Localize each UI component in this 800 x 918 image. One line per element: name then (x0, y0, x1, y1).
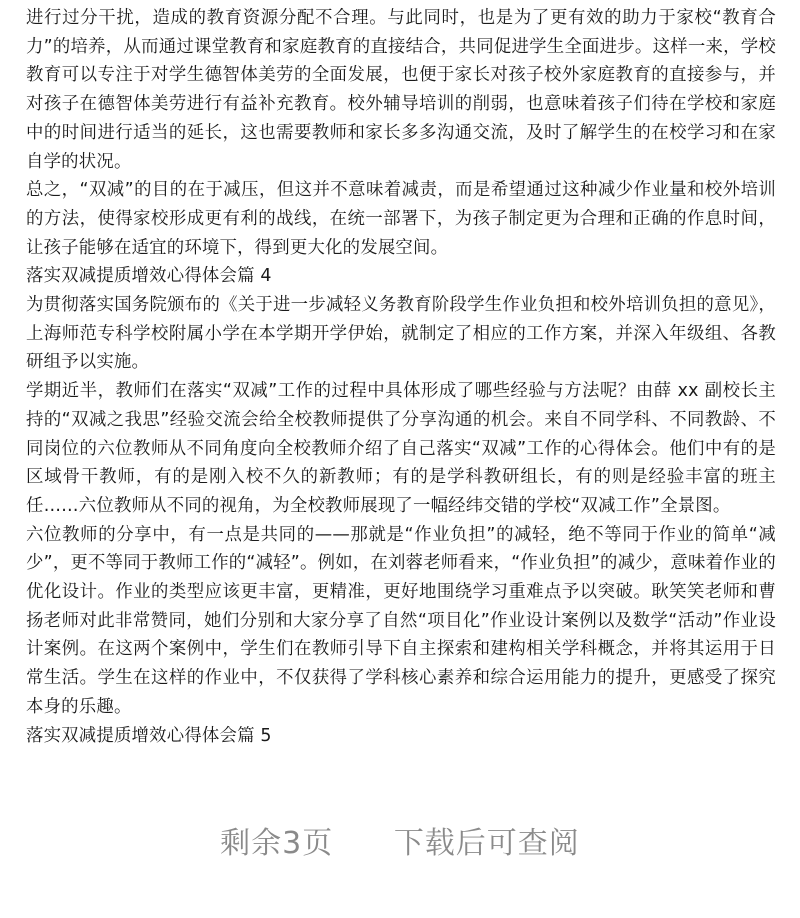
paragraph: 为贯彻落实国务院颁布的《关于进一步减轻义务教育阶段学生作业负担和校外培训负担的意见》，上海师范专科学校附属小学在本学期开学伊始，就制定了相应的工作方案，并深入年级组、各教研组予以实施。 (26, 295, 776, 373)
document-body (26, 4, 776, 750)
remaining-pages-label: 剩余3页 (220, 826, 334, 861)
paragraph: 进行过分干扰，造成的教育资源分配不合理。与此同时，也是为了更有效的助力于家校“教育合力”的培养，从而通过课堂教育和家庭教育的直接结合，共同促进学生全面进步。这样一来，学校教育可以专注于对学生德智体美劳的全面发展，也便于家长对孩子校外家庭教育的直接参与，并对孩子在德智体美劳进行有益补充教育。校外辅导培训的削弱，也意味着孩子们待在学校和家庭中的时间进行适当的延长，这也需要教师和家长多多沟通交流，及时了解学生的在校学习和在家自学的状况。 (26, 8, 776, 172)
download-to-view-label[interactable]: 下载后可查阅 (393, 826, 580, 861)
paragraph: 总之，“双减”的目的在于减压，但这并不意味着减责，而是希望通过这种减少作业量和校外培训的方法，使得家校形成更有利的战线，在统一部署下，为孩子制定更为合理和正确的作息时间，让孩子能够在适宜的环境下，得到更大化的发展空间。 (26, 180, 776, 258)
paragraph: 学期近半，教师们在落实“双减”工作的过程中具体形成了哪些经验与方法呢？由薛 xx 副校长主持的“双减之我思”经验交流会给全校教师提供了分享沟通的机会。来自不同学科、不同教龄、不同岗位的六位教师从不同角度向全校教师介绍了自己落实“双减”工作的心得体会。他们中有的是区域骨干教师，有的是刚入校不久的新教师；有的是学科教研组长，有的则是经验丰富的班主任……六位教师从不同的视角，为全校教师展现了一幅经纬交错的学校“双减工作”全景图。 (26, 381, 776, 516)
section-heading: 落实双减提质增效心得体会篇 4 (26, 266, 272, 287)
download-prompt[interactable] (0, 818, 800, 862)
paragraph: 六位教师的分享中，有一点是共同的——那就是“作业负担”的减轻，绝不等同于作业的简单“减少”，更不等同于教师工作的“减轻”。例如，在刘蓉老师看来，“作业负担”的减少，意味着作业的优化设计。作业的类型应该更丰富，更精准，更好地围绕学习重难点予以突破。耿笑笑老师和曹扬老师对此非常赞同，她们分别和大家分享了自然“项目化”作业设计案例以及数学“活动”作业设计案例。在这两个案例中，学生们在教师引导下自主探索和建构相关学科概念，并将其运用于日常生活。学生在这样的作业中，不仅获得了学科核心素养和综合运用能力的提升，更感受了探究本身的乐趣。 (26, 524, 776, 717)
section-heading: 落实双减提质增效心得体会篇 5 (26, 725, 272, 746)
